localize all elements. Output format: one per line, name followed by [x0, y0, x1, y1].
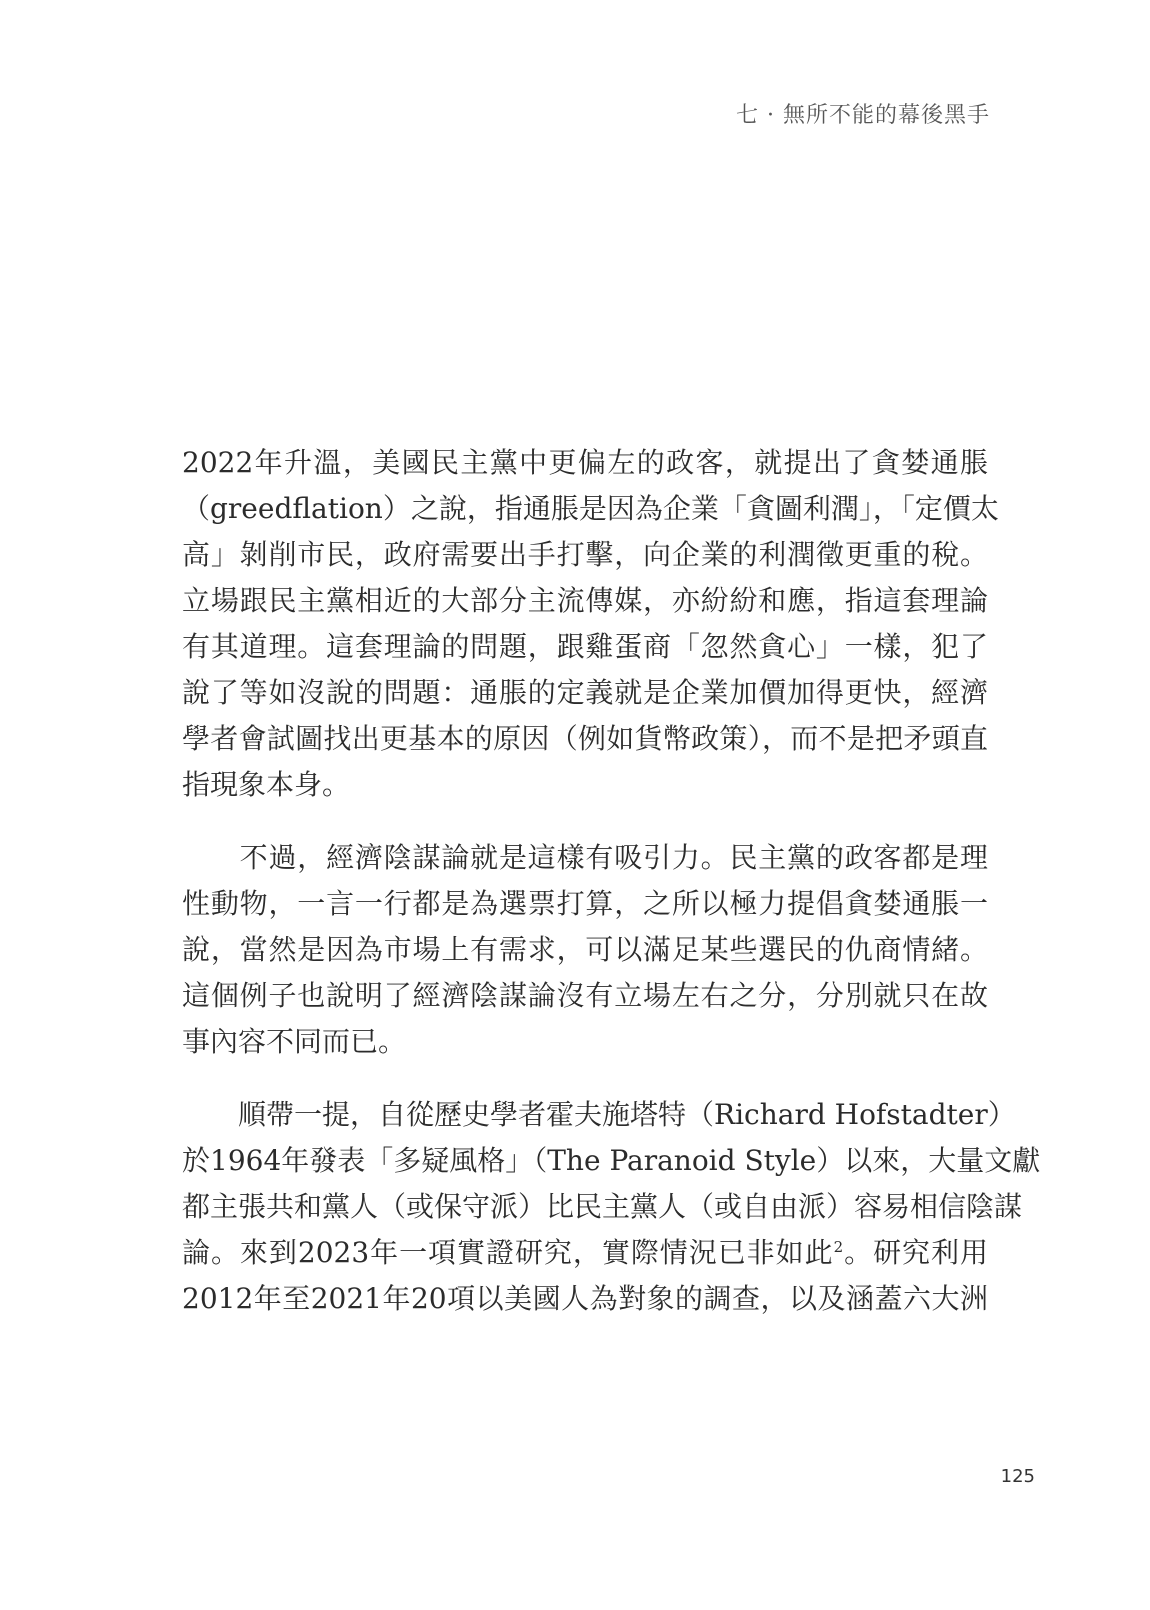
body-text — [182, 440, 1041, 1349]
text-line: 2022年升溫，美國民主黨中更偏左的政客，就提出了貪婪通脹 — [182, 446, 988, 479]
text-line: 有其道理。這套理論的問題，跟雞蛋商「忽然貪心」一樣，犯了 — [182, 630, 988, 663]
text-line-with-footnote — [182, 1230, 988, 1276]
text-segment: 。研究利用 — [843, 1236, 988, 1269]
text-line: 這個例子也說明了經濟陰謀論沒有立場左右之分，分別就只在故 — [182, 979, 988, 1012]
text-line: 都主張共和黨人（或保守派）比民主黨人（或自由派）容易相信陰謀 — [182, 1190, 1023, 1223]
text-line: （greedflation）之說，指通脹是因為企業「貪圖利潤」，「定價太 — [182, 492, 999, 525]
footnote-marker[interactable]: 2 — [833, 1238, 844, 1256]
text-line: 說，當然是因為市場上有需求，可以滿足某些選民的仇商情緒。 — [182, 933, 988, 966]
text-line: 2012年至2021年20項以美國人為對象的調查，以及涵蓋六大洲 — [182, 1282, 988, 1315]
running-header: 七 · 無所不能的幕後黑手 — [736, 103, 990, 128]
text-segment: 論。來到2023年一項實證研究，實際情況已非如此 — [182, 1236, 834, 1269]
text-line: 性動物，一言一行都是為選票打算，之所以極力提倡貪婪通脹一 — [182, 887, 988, 920]
text-line: 學者會試圖找出更基本的原因（例如貨幣政策），而不是把矛頭直 — [182, 722, 988, 755]
text-line: 於1964年發表「多疑風格」（The Paranoid Style）以來，大量文獻 — [182, 1144, 1041, 1177]
paragraph-3 — [182, 1092, 1041, 1322]
text-line: 說了等如沒說的問題：通脹的定義就是企業加價加得更快，經濟 — [182, 676, 988, 709]
paragraph-2 — [182, 835, 988, 1065]
page-number: 125 — [1000, 1466, 1035, 1487]
text-line: 高」剝削市民，政府需要出手打擊，向企業的利潤徵更重的稅。 — [182, 538, 988, 571]
text-line: 立場跟民主黨相近的大部分主流傳媒，亦紛紛和應，指這套理論 — [182, 584, 988, 617]
paragraph-1 — [182, 440, 999, 808]
text-line: 事內容不同而已。 — [182, 1025, 407, 1058]
text-line: 順帶一提，自從歷史學者霍夫施塔特（Richard Hofstadter） — [182, 1098, 1016, 1131]
text-line: 指現象本身。 — [182, 768, 351, 801]
text-line: 不過，經濟陰謀論就是這樣有吸引力。民主黨的政客都是理 — [182, 841, 988, 874]
